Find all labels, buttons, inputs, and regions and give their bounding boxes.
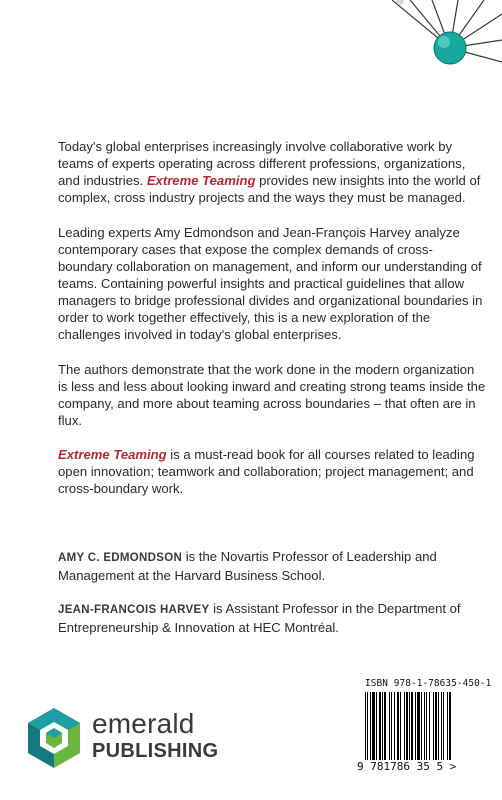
publisher-logo: [26, 708, 226, 768]
bio-text: is Assistant Professor in the Department of Entrepreneurship & Innovation at HEC Montréal.: [58, 601, 461, 635]
author-bios: [58, 548, 488, 652]
paragraph-3: [58, 361, 486, 429]
book-title-emphasis: Extreme Teaming: [146, 173, 256, 188]
description: [58, 138, 486, 497]
bio-text: is the Novartis Professor of Leadership and Management at the Harvard Business School.: [58, 549, 437, 583]
paragraph-text: Leading experts Amy Edmondson and Jean-François Harvey analyze contemporary cases that expose the complex demands of cross-boundary collaboration on management, and inform our understanding of teams. Containing powerful insights and practical guidelines that allow managers to bridge professional divides and organizational boundaries in order to work together effectively, this is a new exploration of the challenges involved in today's global enterprises.: [58, 225, 483, 342]
isbn-label: ISBN 978-1-78635-450-1: [365, 678, 492, 689]
barcode-bars: [365, 692, 485, 760]
paragraph-1: [58, 138, 486, 206]
book-title-emphasis: Extreme Teaming: [58, 447, 167, 462]
bio-edmondson: [58, 548, 488, 584]
author-name: AMY C. EDMONDSON: [58, 552, 183, 564]
paragraph-text: provides new insights into the world of complex, cross industry projects and the ways they must be managed.: [58, 173, 481, 205]
paragraph-text: is a must-read book for all courses related to leading open innovation; teamwork and collaboration; project management; and cross-boundary work.: [58, 447, 475, 496]
network-graphic: [392, 0, 502, 70]
publisher-subtitle: PUBLISHING: [92, 740, 219, 762]
emerald-logo-icon: [26, 708, 82, 768]
bio-harvey: [58, 600, 488, 636]
publisher-name: emerald: [92, 708, 195, 739]
paragraph-2: [58, 224, 486, 343]
paragraph-text: The authors demonstrate that the work done in the modern organization is less and less about looking inward and creating strong teams inside the company, and more about teaming across boundaries – that often are in flux.: [58, 362, 486, 428]
barcode-digits: 9 781786 35 5 >: [357, 760, 457, 773]
author-name: JEAN-FRANCOIS HARVEY: [58, 604, 210, 616]
barcode-bar: [451, 692, 452, 760]
paragraph-text: Today's global enterprises increasingly involve collaborative work by teams of experts operating across different professions, organizations, and industries.: [58, 139, 466, 188]
paragraph-4: [58, 446, 486, 497]
isbn-barcode: [357, 676, 491, 776]
